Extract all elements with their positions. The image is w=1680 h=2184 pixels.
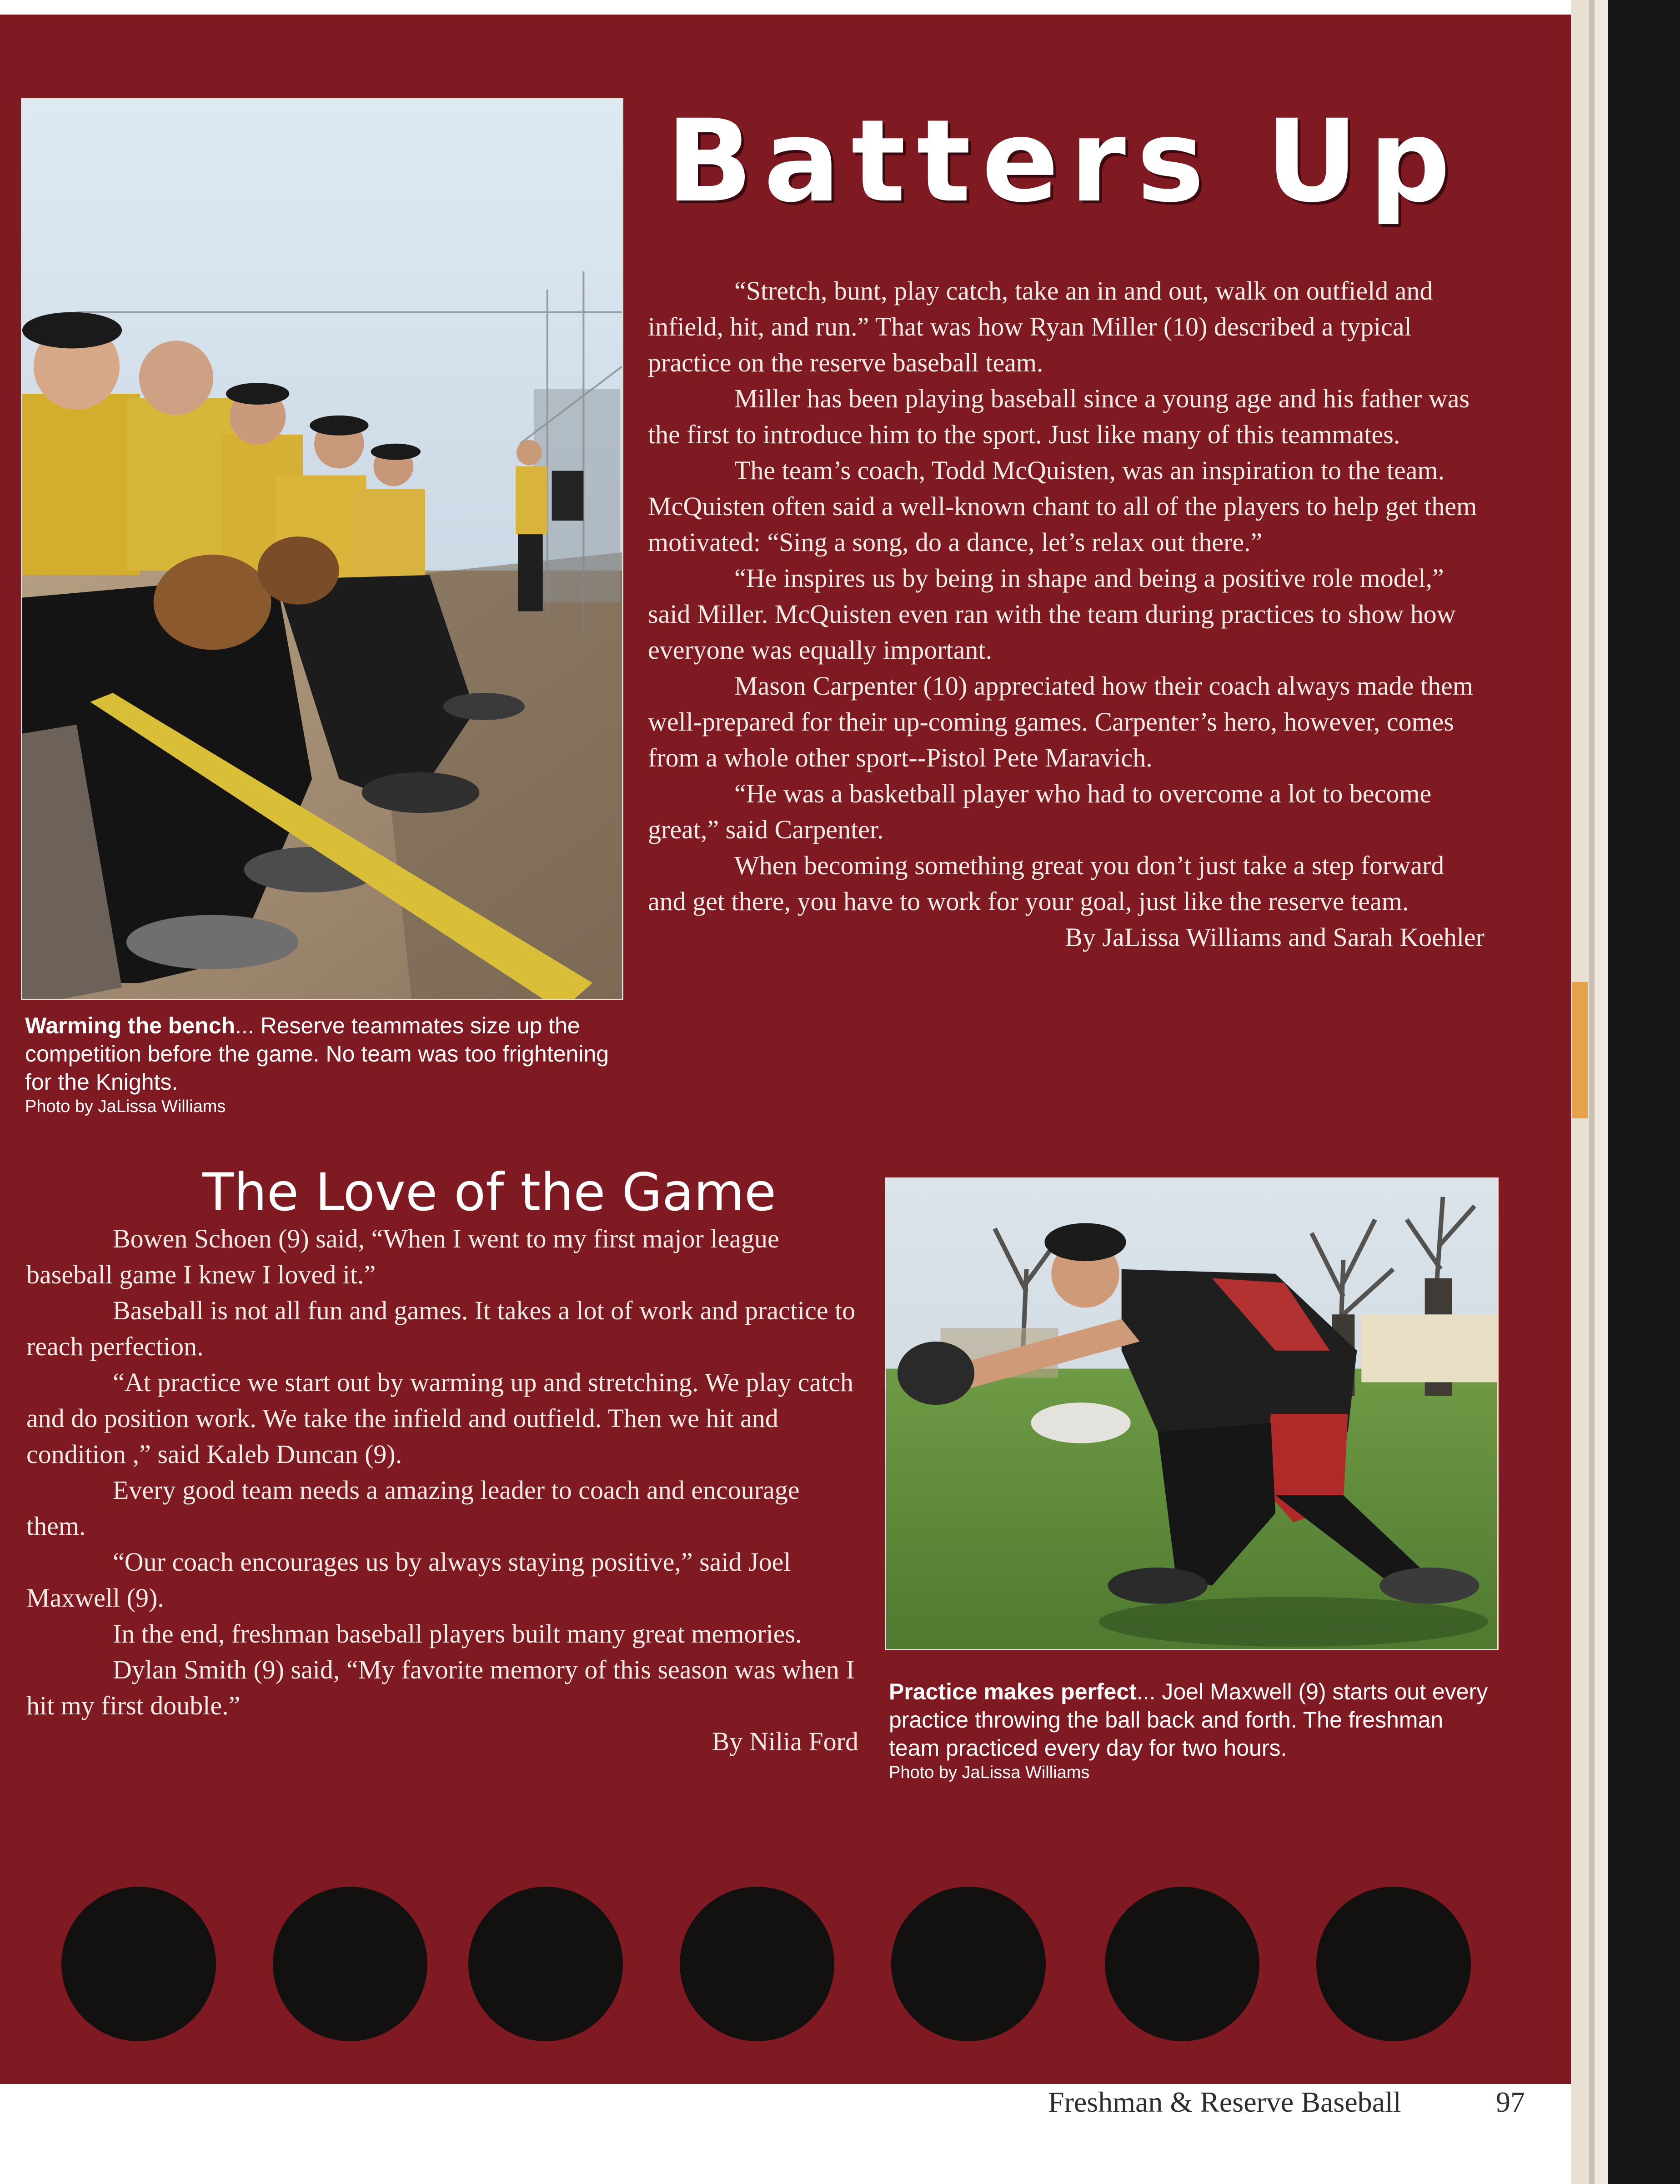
side-paragraph: “Our coach encourages us by always staying positive,” said Joel Maxwell (9). [26, 1547, 791, 1613]
caption-lead: Practice makes perfect [889, 1679, 1137, 1704]
photo-credit: Photo by JaLissa Williams [889, 1763, 1090, 1782]
main-paragraph: When becoming something great you don’t just take a step forward and get there, you have to work for your goal, just like the reserve team. [648, 851, 1444, 916]
caption-bench [25, 1012, 616, 1117]
side-paragraph: Bowen Schoen (9) said, “When I went to my first major league baseball game I knew I loved it.” [26, 1224, 779, 1289]
page-edge-light [1595, 0, 1608, 2184]
side-paragraph: Dylan Smith (9) said, “My favorite memory of this season was when I hit my first double.” [26, 1655, 855, 1720]
caption-practice [889, 1678, 1494, 1783]
photo-practice-catch [885, 1177, 1499, 1650]
caption-lead: Warming the bench [25, 1013, 236, 1038]
page-number: 97 [1496, 2086, 1525, 2118]
main-paragraph: The team’s coach, Todd McQuisten, was an inspiration to the team. McQuisten often said a well-known chant to all of the players to help get them motivated: “Sing a song, do a dance, let’s relax out there.” [648, 456, 1477, 557]
side-headline: The Love of the Game [202, 1162, 777, 1222]
photo-credit: Photo by JaLissa Williams [25, 1097, 226, 1116]
side-paragraph: “At practice we start out by warming up and stretching. We play catch and do position work. We take the infield and outfield. Then we hit and condition ,” said Kaleb Duncan (9). [26, 1368, 853, 1469]
side-story [26, 1221, 858, 1759]
spine-tab-mark [1572, 982, 1588, 1118]
decorative-circle [61, 1887, 216, 2041]
decorative-circle [1105, 1887, 1259, 2041]
side-paragraph: In the end, freshman baseball players built many great memories. [113, 1619, 802, 1648]
footer-section-title: Freshman & Reserve Baseball [1048, 2086, 1401, 2118]
caption-text: ... Reserve teammates size up the competition before the game. No team was too frightening for the Knights. [25, 1013, 609, 1095]
main-headline: Batters Up [666, 95, 1461, 227]
caption-text: ... Joel Maxwell (9) starts out every practice throwing the ball back and forth. The freshman team practiced every day for two hours. [889, 1679, 1488, 1761]
book-spine [1608, 0, 1680, 2184]
side-paragraph: Every good team needs a amazing leader to coach and encourage them. [26, 1475, 800, 1541]
side-byline: By Nilia Ford [712, 1727, 858, 1756]
main-byline: By JaLissa Williams and Sarah Koehler [1065, 922, 1484, 952]
main-paragraph: Mason Carpenter (10) appreciated how their coach always made them well-prepared for their up-coming games. Carpenter’s hero, however, comes from a whole other sport--Pistol Pete Maravich. [648, 671, 1473, 772]
main-paragraph: Miller has been playing baseball since a young age and his father was the first to introduce him to the sport. Just like many of this teammates. [648, 384, 1470, 449]
decorative-circle [468, 1887, 623, 2041]
page-edge-shadow [1589, 0, 1595, 2184]
main-story [648, 273, 1484, 955]
main-paragraph: “Stretch, bunt, play catch, take an in and out, walk on outfield and infield, hit, and run.” That was how Ryan Miller (10) described a typical practice on the reserve baseball team. [648, 276, 1433, 377]
decorative-circle [273, 1887, 427, 2041]
photo-bench-players [21, 98, 623, 1000]
side-paragraph: Baseball is not all fun and games. It takes a lot of work and practice to reach perfection. [26, 1296, 856, 1361]
main-paragraph: “He inspires us by being in shape and being a positive role model,” said Miller. McQuisten even ran with the team during practices to show how everyone was equally important. [648, 563, 1456, 665]
decorative-circle [680, 1887, 834, 2041]
decorative-circle [891, 1887, 1046, 2041]
decorative-circle [1316, 1887, 1471, 2041]
main-paragraph: “He was a basketball player who had to overcome a lot to become great,” said Carpenter. [648, 779, 1432, 844]
